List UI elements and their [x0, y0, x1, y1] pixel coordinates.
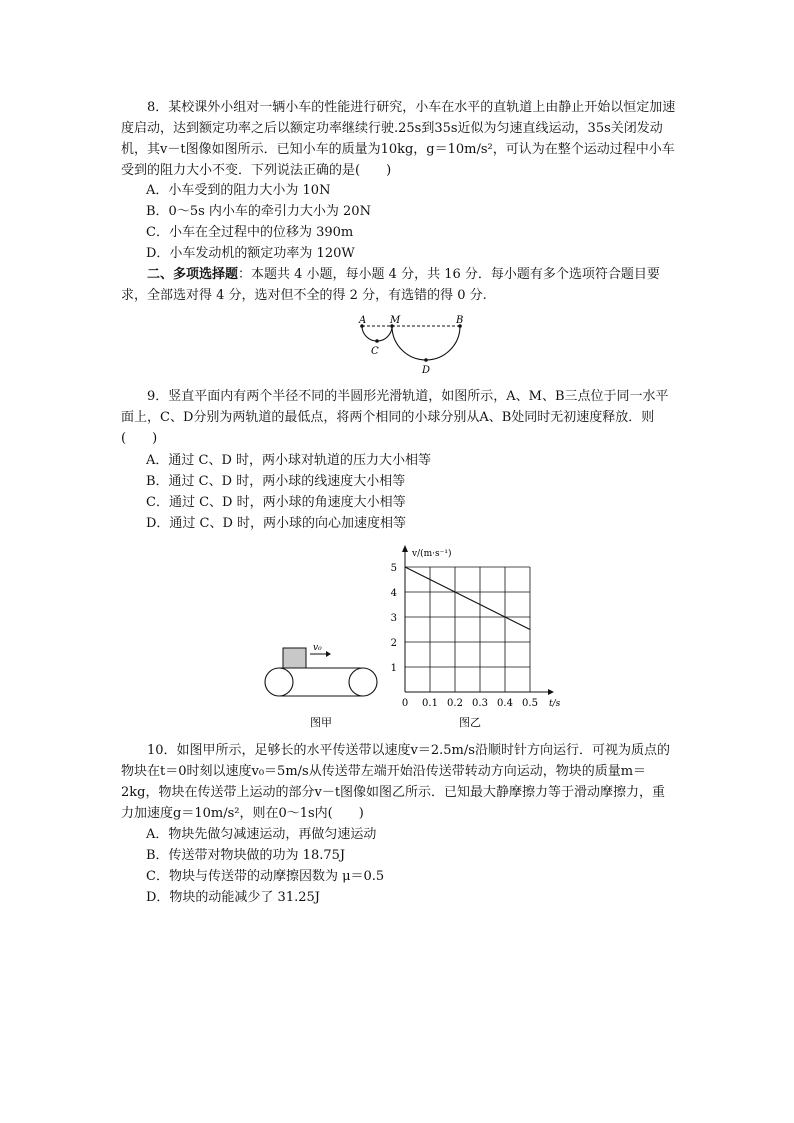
x-tick-label: 0.5 — [522, 698, 538, 709]
q8-option-a: A．小车受到的阻力大小为 10N — [146, 183, 331, 198]
x-tick-label: 0.2 — [447, 698, 463, 709]
q9-option-c: C．通过 C、D 时，两小球的角速度大小相等 — [146, 495, 406, 510]
chart-axes — [402, 545, 554, 695]
y-tick-label: 2 — [390, 638, 397, 649]
q10-option-c: C．物块与传送带的动摩擦因数为 μ＝0.5 — [146, 869, 385, 884]
y-tick-label: 1 — [390, 663, 397, 674]
y-tick-label: 4 — [390, 588, 397, 599]
q10-stem: 10．如图甲所示，足够长的水平传送带以速度v＝2.5m/s沿顺时针方向运行．可视为质点的物块在t＝0时刻以速度v₀＝5m/s从传送带左端开始沿传送带转动方向运动，物块的质量m＝2kg，物块在传送带上运动的部分v－t图像如图乙所示．已知最大静摩擦力等于滑动摩擦力，重力加速度g＝10m/s²，则在0～1s内( ) — [121, 743, 670, 821]
q8-option-c: C．小车在全过程中的位移为 390m — [146, 225, 354, 240]
caption-yi: 图乙 — [459, 716, 481, 729]
label-a: A — [359, 315, 367, 326]
left-pulley — [265, 668, 293, 696]
q9-option-a: A．通过 C、D 时，两小球对轨道的压力大小相等 — [146, 453, 432, 468]
q8-stem: 8．某校课外小组对一辆小车的性能进行研究，小车在水平的直轨道上由静止开始以恒定加速度启动，达到额定功率之后以额定功率继续行驶.25s到35s近似为匀速直线运动，35s关闭发动机，其v－t图像如图所示．已知小车的质量为10kg，g＝10m/s²，可认为在整个运动过程中小车受到的阻力大小不变．下列说法正确的是( ) — [121, 100, 676, 178]
x-axis-label: t/s — [549, 699, 561, 709]
right-pulley — [349, 668, 377, 696]
label-m: M — [390, 315, 401, 326]
q9-stem: 9．竖直平面内有两个半径不同的半圆形光滑轨道，如图所示，A、M、B三点位于同一水平面上，C、D分别为两轨道的最低点，将两个相同的小球分别从A、B处同时无初速度释放．则( ) — [121, 389, 669, 446]
vt-chart — [390, 542, 570, 732]
label-c: C — [371, 346, 379, 357]
q9-figure — [350, 312, 480, 380]
x-tick-label: 0 — [401, 698, 409, 709]
section-2-title: 二、多项选择题 — [147, 267, 239, 282]
x-axis-arrow-icon — [548, 689, 554, 695]
section-2-heading — [121, 264, 676, 306]
q8-option-d: D．小车发动机的额定功率为 120W — [146, 246, 355, 261]
section-2-desc: ：本题共 4 小题，每小题 4 分，共 16 分．每小题有多个选项符合题目要求，全部选对得 4 分，选对但不全的得 2 分，有选错的得 0 分. — [121, 267, 660, 303]
x-tick-label: 0.4 — [497, 698, 513, 709]
y-axis-label: v/(m·s⁻¹) — [412, 549, 452, 559]
label-b: B — [456, 315, 464, 326]
caption-jia: 图甲 — [310, 716, 332, 729]
q10-option-d: D．物块的动能减少了 31.25J — [146, 890, 320, 905]
q10-option-a: A．物块先做匀减速运动，再做匀速运动 — [146, 827, 377, 842]
q8-option-b: B．0～5s 内小车的牵引力大小为 20N — [146, 204, 371, 219]
small-semicircle-track — [362, 326, 392, 341]
label-d: D — [422, 365, 431, 376]
y-tick-label: 5 — [390, 563, 397, 574]
large-semicircle-track — [392, 326, 460, 360]
block — [283, 648, 306, 668]
q9-option-d: D．通过 C、D 时，两小球的向心加速度相等 — [146, 516, 407, 531]
velocity-arrow-icon — [326, 651, 331, 657]
chart-grid — [405, 567, 530, 692]
conveyor-belt-figure — [258, 640, 388, 730]
series-line-v — [405, 567, 530, 630]
y-tick-label: 3 — [390, 613, 397, 624]
belt-velocity-label: v₀ — [313, 643, 322, 653]
q10-option-b: B．传送带对物块做的功为 18.75J — [146, 848, 346, 863]
y-axis-arrow-icon — [402, 545, 408, 552]
x-tick-label: 0.3 — [472, 698, 488, 709]
x-tick-label: 0.1 — [422, 698, 438, 709]
q9-option-b: B．通过 C、D 时，两小球的线速度大小相等 — [146, 474, 406, 489]
